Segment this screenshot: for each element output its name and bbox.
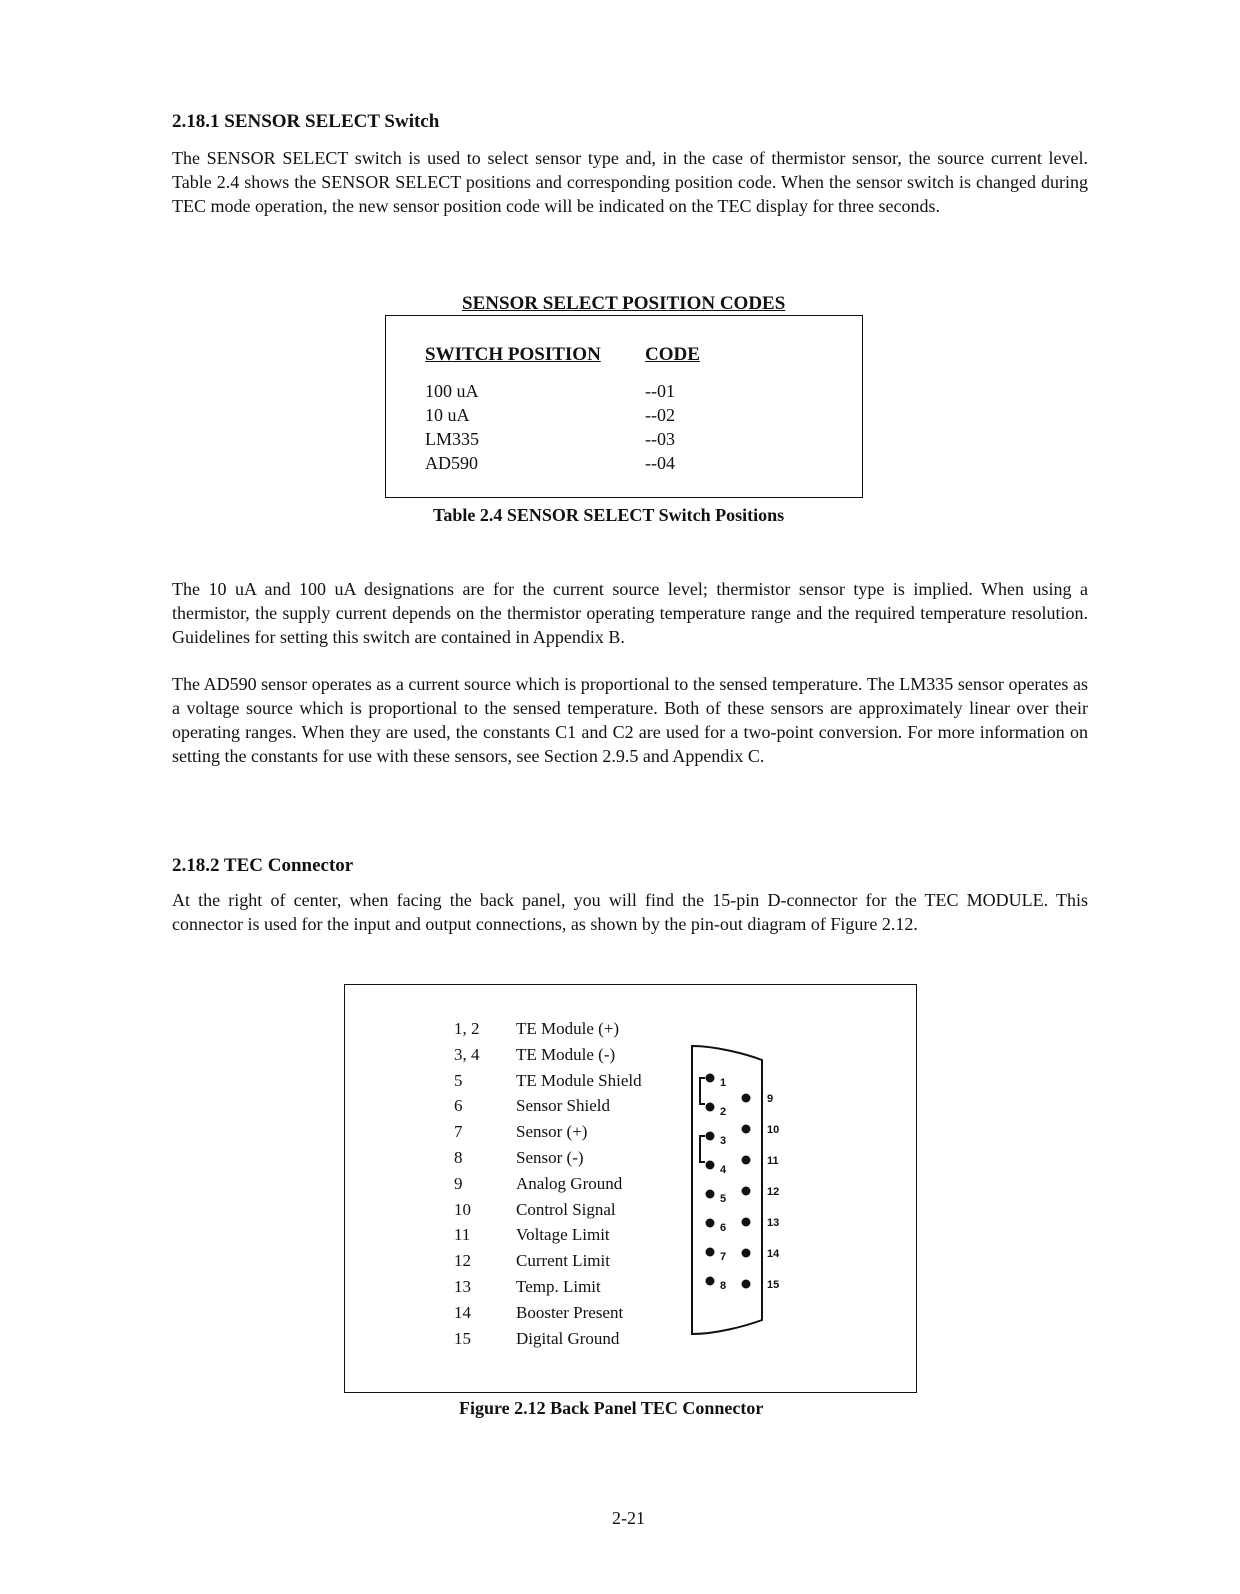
pin-bracket-1-2 [700,1078,705,1104]
table-row [425,379,675,403]
column-header-switch-position: SWITCH POSITION [425,344,601,365]
table-rows [425,379,675,475]
pin-row [454,1248,642,1274]
connector-pin-label: 9 [767,1093,774,1105]
pin-row [454,1145,642,1171]
pin-number: 5 [454,1070,463,1090]
connector-pin-label: 5 [720,1193,727,1205]
connector-pin [706,1074,715,1083]
connector-pin-label: 8 [720,1280,727,1292]
pin-description: Booster Present [516,1302,624,1322]
table-caption: Table 2.4 SENSOR SELECT Switch Positions [433,505,785,525]
table-row [425,451,675,475]
pin-description: Digital Ground [516,1328,620,1348]
switch-position-cell: LM335 [425,429,479,449]
pin-number: 15 [454,1328,471,1348]
connector-pin-label: 13 [767,1217,780,1229]
pin-number: 7 [454,1122,463,1142]
figure-caption: Figure 2.12 Back Panel TEC Connector [459,1398,764,1418]
pin-number: 8 [454,1147,463,1167]
pin-row [454,1119,642,1145]
pin-description: TE Module (-) [516,1044,616,1064]
switch-position-cell: 10 uA [425,405,470,425]
connector-pin-label: 3 [720,1135,727,1147]
connector-pin [742,1218,751,1227]
pin-description: Voltage Limit [516,1225,610,1245]
section-heading-tec-connector: 2.18.2 TEC Connector [172,855,354,876]
pin-row [454,1222,642,1248]
connector-pin [706,1132,715,1141]
pin-row [454,1274,642,1300]
pin-description: Temp. Limit [516,1276,601,1296]
connector-pin-label: 12 [767,1186,780,1198]
connector-pin [742,1249,751,1258]
d-connector-diagram [676,1036,796,1346]
pin-number: 3, 4 [454,1044,480,1064]
table-title: SENSOR SELECT POSITION CODES [462,293,786,314]
ad590-lm335-paragraph: The AD590 sensor operates as a current source which is proportional to the sensed temperature. The LM335 sensor operates as a voltage source which is proportional to the sensed temperature. Both of these sensors are approximately linear over their operating ranges. When they are used, the constants C1 and C2 are used for a two-point conversion. For more information on setting the constants for use with these sensors, see Section 2.9.5 and Appendix C. [172,674,1088,766]
pin-row [454,1197,642,1223]
connector-pin [706,1219,715,1228]
connector-pin [706,1161,715,1170]
pin-row [454,1300,642,1326]
connector-pin-label: 7 [720,1251,727,1263]
code-cell: --02 [645,405,675,425]
pin-row [454,1016,642,1042]
pin-description: Current Limit [516,1251,610,1271]
section-heading-sensor-select: 2.18.1 SENSOR SELECT Switch [172,111,440,132]
pin-bracket-3-4 [700,1136,705,1162]
pin-row [454,1093,642,1119]
switch-position-cell: AD590 [425,453,478,473]
connector-pin [706,1190,715,1199]
connector-pin-label: 14 [767,1248,780,1260]
pin-number: 14 [454,1302,471,1322]
connector-pin [742,1094,751,1103]
connector-pin [706,1103,715,1112]
pin-row [454,1068,642,1094]
pin-number: 6 [454,1096,463,1116]
tec-connector-paragraph: At the right of center, when facing the back panel, you will find the 15-pin D-connector for the TEC MODULE. This connector is used for the input and output connections, as shown by the pin-out diagram of Figure 2.12. [172,890,1088,934]
pin-description: TE Module (+) [516,1019,620,1038]
pin-number: 12 [454,1251,471,1271]
connector-pin-label: 2 [720,1106,727,1118]
pin-number: 11 [454,1225,471,1245]
code-cell: --04 [645,453,675,473]
pin-number: 9 [454,1173,463,1193]
table-row [425,403,675,427]
pin-number: 13 [454,1276,471,1296]
connector-pin-label: 6 [720,1222,727,1234]
connector-pin-label: 15 [767,1279,780,1291]
pin-row [454,1171,642,1197]
connector-pin-label: 4 [720,1164,727,1176]
pin-row [454,1326,642,1352]
connector-pin-label: 1 [720,1077,727,1089]
pinout-list [454,1016,642,1351]
current-level-paragraph: The 10 uA and 100 uA designations are for the current source level; thermistor sensor type is implied. When using a thermistor, the supply current depends on the thermistor operating temperature range and the required temperature resolution. Guidelines for setting this switch are contained in Appendix B. [172,579,1088,647]
connector-pin [742,1187,751,1196]
pin-description: Sensor (+) [516,1122,588,1142]
sensor-select-paragraph: The SENSOR SELECT switch is used to select sensor type and, in the case of thermistor sensor, the source current level. Table 2.4 shows the SENSOR SELECT positions and corresponding position code. When the sensor switch is changed during TEC mode operation, the new sensor position code will be indicated on the TEC display for three seconds. [172,148,1088,216]
pin-description: TE Module Shield [516,1070,642,1090]
connector-pin [742,1156,751,1165]
connector-pin [742,1125,751,1134]
code-cell: --03 [645,429,675,449]
connector-shell [692,1046,762,1334]
code-cell: --01 [645,381,675,401]
connector-pin-label: 10 [767,1124,780,1136]
connector-pin-label: 11 [767,1155,779,1167]
connector-pin [742,1280,751,1289]
connector-pin [706,1248,715,1257]
pin-description: Sensor Shield [516,1096,610,1116]
page-number: 2-21 [612,1508,645,1528]
pin-row [454,1042,642,1068]
pin-description: Sensor (-) [516,1147,584,1167]
connector-pin [706,1277,715,1286]
column-header-code: CODE [645,344,700,365]
switch-position-cell: 100 uA [425,381,479,401]
pin-number: 10 [454,1199,471,1219]
pin-description: Control Signal [516,1199,616,1219]
table-row [425,427,675,451]
pin-number: 1, 2 [454,1019,480,1038]
pin-description: Analog Ground [516,1173,623,1193]
